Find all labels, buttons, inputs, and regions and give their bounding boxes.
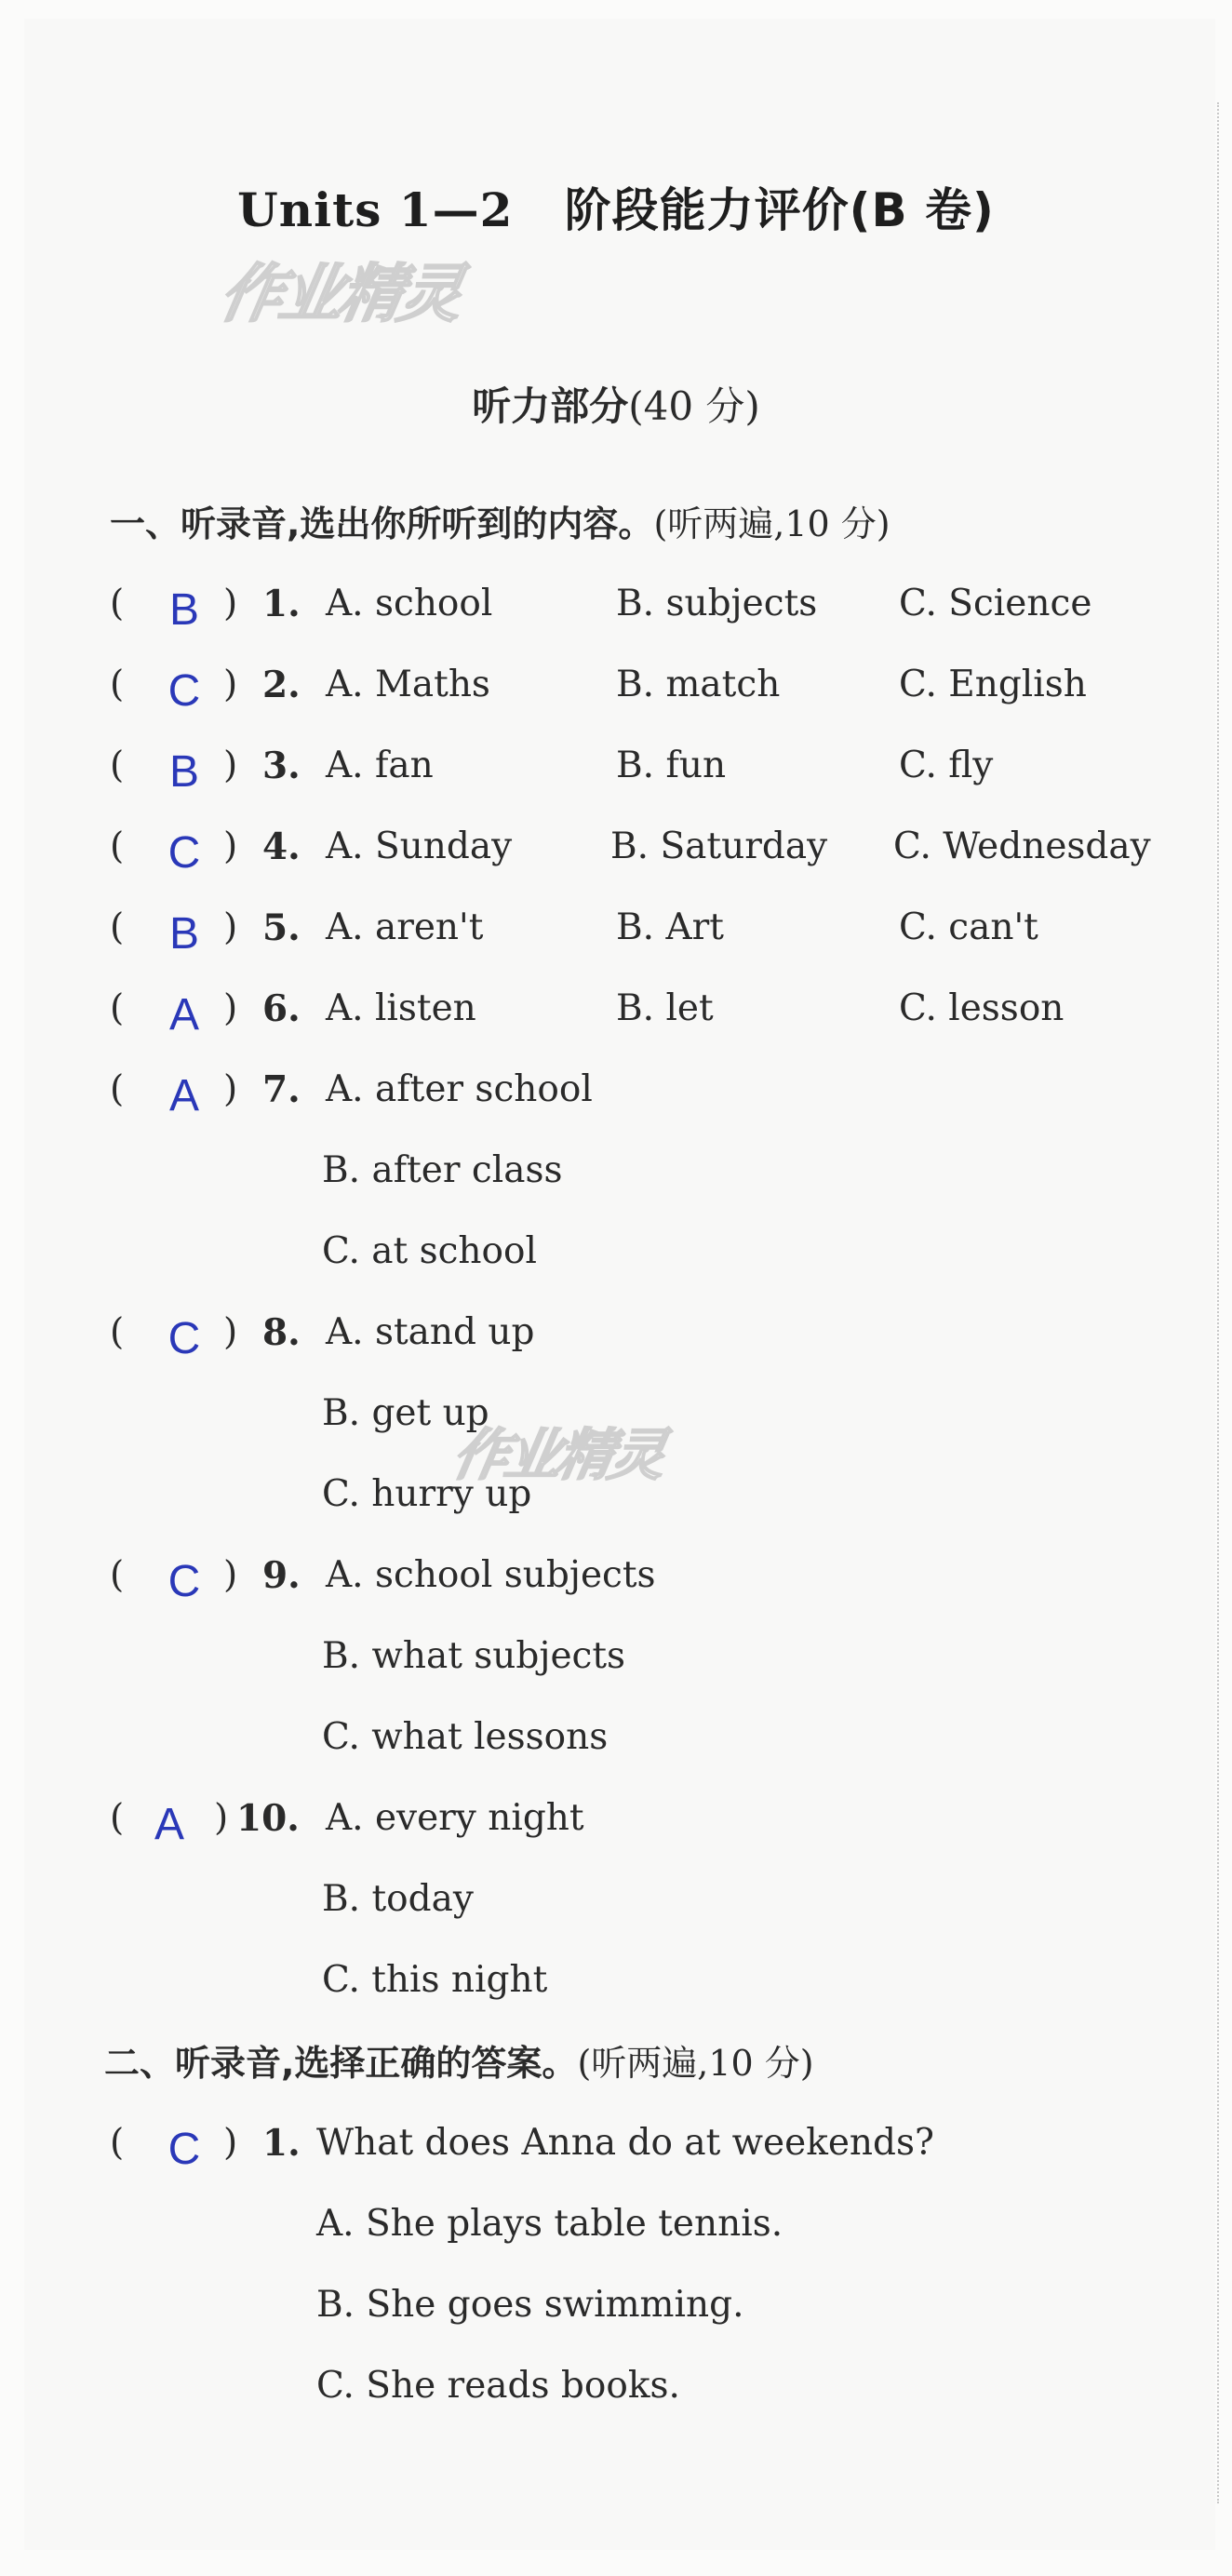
paren-close: ): [223, 825, 238, 867]
option-b: B. get up: [322, 1392, 489, 1434]
option-c: C. what lessons: [322, 1716, 609, 1758]
option-a: A. listen: [326, 987, 476, 1029]
question-row: [0, 1306, 1232, 1362]
question-row: [0, 658, 1232, 714]
answer-mark: B: [168, 585, 199, 635]
question-row: [0, 577, 1232, 633]
option-a: A. Sunday: [326, 825, 513, 867]
question-row: [0, 982, 1232, 1038]
option-row: [0, 1144, 1232, 1200]
option-c: C. hurry up: [322, 1473, 532, 1515]
option-b: B. today: [322, 1878, 474, 1920]
option-b: B. match: [616, 664, 781, 705]
part1-note: (听两遍,10 分): [653, 503, 891, 544]
page-title: [0, 173, 1232, 240]
option-c: C. this night: [322, 1959, 548, 2001]
option-c: C. lesson: [899, 987, 1065, 1029]
option-c: C. Wednesday: [893, 825, 1151, 867]
option-b: B. after class: [322, 1149, 563, 1191]
question-number: 2.: [262, 664, 301, 706]
option-b: B. Saturday: [610, 825, 828, 867]
part2-heading-text: 二、听录音,选择正确的答案。: [104, 2043, 578, 2084]
question-number: 6.: [262, 987, 301, 1030]
paren-open: (: [110, 583, 125, 624]
paren-open: (: [110, 2122, 125, 2164]
watermark-logo: 作业精灵: [213, 258, 465, 331]
paren-open: (: [110, 906, 125, 948]
option-c: C. She reads books.: [316, 2365, 680, 2407]
option-c: C. can't: [899, 906, 1038, 948]
question-row: [0, 820, 1232, 876]
option-a: A. aren't: [326, 906, 484, 948]
option-row: [0, 1872, 1232, 1928]
paren-open: (: [110, 664, 125, 705]
paren-close: ): [223, 745, 238, 786]
option-b: B. She goes swimming.: [316, 2284, 744, 2326]
answer-mark: A: [168, 1071, 199, 1120]
paren-open: (: [110, 1797, 125, 1839]
answer-mark: B: [168, 909, 199, 959]
paren-open: (: [110, 1554, 125, 1596]
option-row: [0, 1630, 1232, 1685]
paren-close: ): [214, 1797, 229, 1839]
paren-open: (: [110, 987, 125, 1029]
question-number: 3.: [262, 745, 301, 787]
answer-mark: C: [167, 828, 201, 878]
question-number: 1.: [262, 583, 301, 625]
title-cn: 阶段能力评价(B 卷): [564, 183, 995, 237]
paren-close: ): [223, 1311, 238, 1353]
option-a: A. stand up: [326, 1311, 535, 1353]
paren-open: (: [110, 825, 125, 867]
question-number: 4.: [262, 825, 301, 868]
part2-heading: [104, 2034, 814, 2086]
option-a: A. school subjects: [326, 1554, 656, 1596]
option-row: [0, 1387, 1232, 1442]
option-row: [0, 1953, 1232, 2009]
option-b: B. let: [616, 987, 714, 1029]
paren-open: (: [110, 1068, 125, 1110]
answer-mark: A: [154, 1800, 184, 1849]
answer-mark: C: [167, 666, 201, 716]
section-title: [0, 376, 1232, 432]
question-number: 1.: [262, 2122, 301, 2165]
question-row: [0, 2116, 1232, 2172]
watermark-logo: 作业精灵: [447, 1423, 668, 1488]
section-points: (40 分): [628, 383, 760, 429]
option-row: [0, 2359, 1232, 2415]
question-row: [0, 901, 1232, 957]
part1-heading-text: 一、听录音,选出你所听到的内容。: [110, 503, 654, 544]
question-number: 10.: [236, 1797, 300, 1840]
option-a: A. fan: [326, 745, 434, 786]
option-a: A. school: [326, 583, 493, 624]
option-c: C. fly: [899, 745, 994, 786]
answer-mark: C: [167, 1557, 201, 1606]
answer-mark: C: [167, 1314, 201, 1363]
paren-close: ): [223, 664, 238, 705]
option-row: [0, 2197, 1232, 2253]
question-number: 8.: [262, 1311, 301, 1354]
option-a: A. Maths: [326, 664, 490, 705]
paren-close: ): [223, 583, 238, 624]
option-a: A. She plays table tennis.: [316, 2203, 783, 2245]
paren-open: (: [110, 1311, 125, 1353]
option-b: B. fun: [616, 745, 727, 786]
question-number: 7.: [262, 1068, 301, 1111]
question-row: [0, 739, 1232, 795]
paren-open: (: [110, 745, 125, 786]
option-a: A. every night: [326, 1797, 584, 1839]
section-name: 听力部分: [472, 383, 629, 429]
option-c: C. at school: [322, 1230, 537, 1272]
paren-close: ): [223, 1068, 238, 1110]
question-number: 9.: [262, 1554, 301, 1597]
paren-close: ): [223, 987, 238, 1029]
answer-mark: B: [168, 747, 199, 797]
part2-note: (听两遍,10 分): [577, 2043, 814, 2084]
title-units: Units 1—2: [237, 182, 514, 237]
part1-heading: [110, 495, 891, 546]
option-b: B. Art: [616, 906, 724, 948]
question-text: What does Anna do at weekends?: [316, 2122, 934, 2164]
paren-close: ): [223, 906, 238, 948]
option-c: C. Science: [899, 583, 1092, 624]
option-b: B. what subjects: [322, 1635, 626, 1677]
question-row: [0, 1791, 1232, 1847]
option-row: [0, 1468, 1232, 1523]
question-row: [0, 1063, 1232, 1119]
option-row: [0, 2278, 1232, 2334]
answer-mark: C: [167, 2125, 201, 2174]
question-row: [0, 1549, 1232, 1604]
paren-close: ): [223, 1554, 238, 1596]
option-a: A. after school: [326, 1068, 593, 1110]
option-b: B. subjects: [616, 583, 818, 624]
option-row: [0, 1225, 1232, 1281]
option-row: [0, 1711, 1232, 1766]
answer-mark: A: [168, 990, 199, 1040]
question-number: 5.: [262, 906, 301, 949]
paren-close: ): [223, 2122, 238, 2164]
option-c: C. English: [899, 664, 1087, 705]
